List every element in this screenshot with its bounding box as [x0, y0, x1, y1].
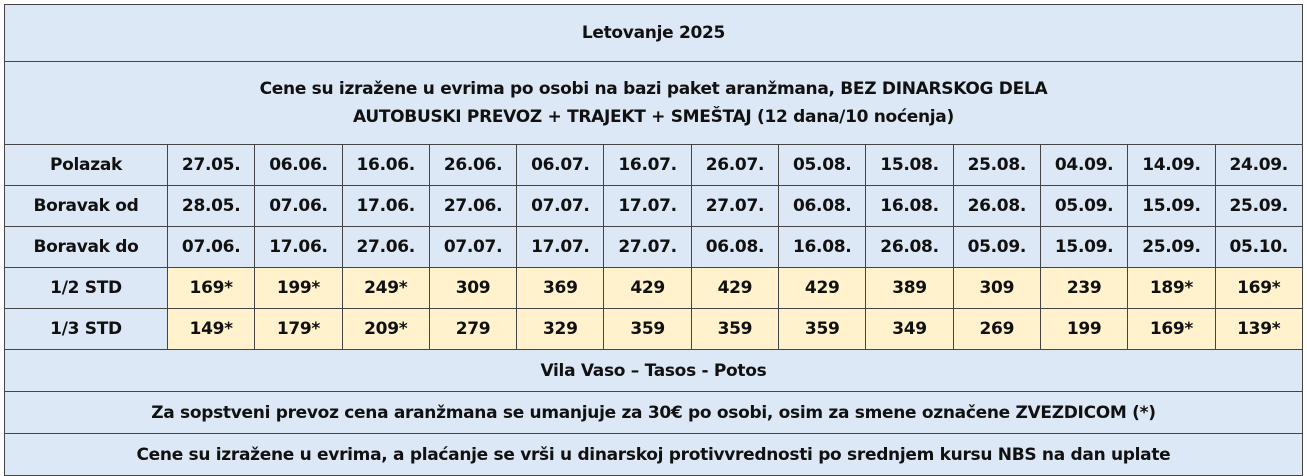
date-cell: 28.05.: [168, 186, 255, 227]
date-cell: 05.10.: [1215, 227, 1302, 268]
date-cell: 27.06.: [429, 186, 516, 227]
table-row: [5, 309, 1303, 350]
price-cell: 149*: [168, 309, 255, 350]
date-cell: 27.05.: [168, 145, 255, 186]
date-cell: 16.08.: [779, 227, 866, 268]
date-cell: 17.07.: [604, 186, 691, 227]
title-row: [5, 5, 1303, 62]
date-cell: 17.06.: [255, 227, 342, 268]
price-cell: 239: [1040, 268, 1127, 309]
price-cell: 209*: [342, 309, 429, 350]
date-cell: 24.09.: [1215, 145, 1302, 186]
date-cell: 27.07.: [604, 227, 691, 268]
date-cell: 06.08.: [691, 227, 778, 268]
price-cell: 359: [779, 309, 866, 350]
price-cell: 189*: [1128, 268, 1215, 309]
date-cell: 26.08.: [953, 186, 1040, 227]
row-label: 1/2 STD: [5, 268, 168, 309]
price-cell: 199: [1040, 309, 1127, 350]
payment-note: Cene su izražene u evrima, a plaćanje se vrši u dinarskoj protivvrednosti po srednjem kursu NBS na dan uplate: [5, 434, 1303, 476]
property-row: [5, 350, 1303, 392]
price-cell: 169*: [1215, 268, 1302, 309]
page-title: Letovanje 2025: [5, 5, 1303, 62]
date-cell: 26.07.: [691, 145, 778, 186]
date-cell: 06.08.: [779, 186, 866, 227]
price-cell: 199*: [255, 268, 342, 309]
date-cell: 25.08.: [953, 145, 1040, 186]
price-cell: 359: [604, 309, 691, 350]
date-cell: 05.08.: [779, 145, 866, 186]
date-cell: 17.07.: [517, 227, 604, 268]
date-cell: 06.06.: [255, 145, 342, 186]
date-cell: 07.06.: [168, 227, 255, 268]
description-cell: [5, 62, 1303, 145]
description-line-2: AUTOBUSKI PREVOZ + TRAJEKT + SMEŠTAJ (12 dana/10 noćenja): [353, 107, 954, 127]
price-cell: 359: [691, 309, 778, 350]
date-cell: 25.09.: [1128, 227, 1215, 268]
date-cell: 04.09.: [1040, 145, 1127, 186]
property-name: Vila Vaso – Tasos - Potos: [5, 350, 1303, 392]
date-cell: 05.09.: [1040, 186, 1127, 227]
date-cell: 26.08.: [866, 227, 953, 268]
date-cell: 06.07.: [517, 145, 604, 186]
price-cell: 349: [866, 309, 953, 350]
price-cell: 139*: [1215, 309, 1302, 350]
price-cell: 169*: [1128, 309, 1215, 350]
date-cell: 27.06.: [342, 227, 429, 268]
date-cell: 15.08.: [866, 145, 953, 186]
date-cell: 14.09.: [1128, 145, 1215, 186]
date-cell: 16.07.: [604, 145, 691, 186]
price-cell: 429: [691, 268, 778, 309]
note-row-1: [5, 392, 1303, 434]
price-cell: 369: [517, 268, 604, 309]
date-cell: 27.07.: [691, 186, 778, 227]
price-cell: 309: [429, 268, 516, 309]
table-row: [5, 268, 1303, 309]
description-row: [5, 62, 1303, 145]
price-cell: 309: [953, 268, 1040, 309]
date-cell: 07.07.: [517, 186, 604, 227]
price-cell: 179*: [255, 309, 342, 350]
price-cell: 279: [429, 309, 516, 350]
row-label: Boravak do: [5, 227, 168, 268]
price-cell: 389: [866, 268, 953, 309]
date-cell: 26.06.: [429, 145, 516, 186]
table-row: [5, 186, 1303, 227]
date-cell: 07.06.: [255, 186, 342, 227]
price-cell: 329: [517, 309, 604, 350]
own-transport-note: Za sopstveni prevoz cena aranžmana se umanjuje za 30€ po osobi, osim za smene označene ZVEZDICOM (*): [5, 392, 1303, 434]
date-cell: 25.09.: [1215, 186, 1302, 227]
row-label: Boravak od: [5, 186, 168, 227]
description-line-1: Cene su izražene u evrima po osobi na bazi paket aranžmana, BEZ DINARSKOG DELA: [259, 79, 1048, 99]
date-cell: 16.08.: [866, 186, 953, 227]
date-cell: 15.09.: [1040, 227, 1127, 268]
price-table: [4, 4, 1303, 476]
note-row-2: [5, 434, 1303, 476]
price-cell: 249*: [342, 268, 429, 309]
date-cell: 15.09.: [1128, 186, 1215, 227]
date-cell: 07.07.: [429, 227, 516, 268]
price-table-body: [5, 5, 1303, 476]
row-label: 1/3 STD: [5, 309, 168, 350]
date-cell: 17.06.: [342, 186, 429, 227]
price-cell: 269: [953, 309, 1040, 350]
price-cell: 169*: [168, 268, 255, 309]
price-cell: 429: [604, 268, 691, 309]
date-cell: 05.09.: [953, 227, 1040, 268]
table-row: [5, 145, 1303, 186]
table-row: [5, 227, 1303, 268]
price-cell: 429: [779, 268, 866, 309]
date-cell: 16.06.: [342, 145, 429, 186]
row-label: Polazak: [5, 145, 168, 186]
